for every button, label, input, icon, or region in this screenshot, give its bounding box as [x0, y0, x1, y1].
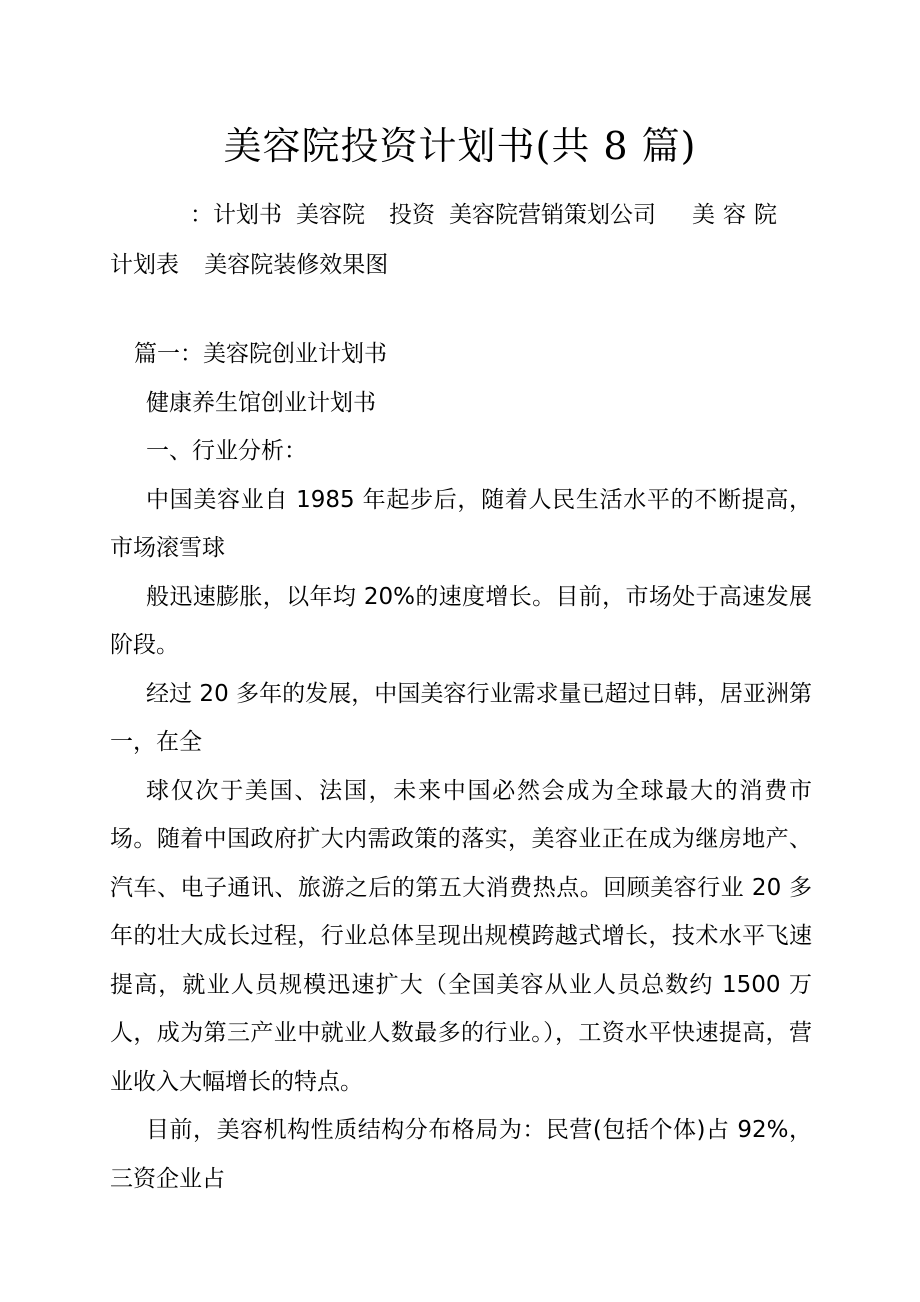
keyword-item: 美容院 — [692, 202, 785, 228]
section-heading: 篇一：美容院创业计划书 — [134, 341, 387, 367]
keyword-item: 美容院 — [296, 202, 365, 228]
paragraph: 球仅次于美国、法国，未来中国必然会成为全球最大的消费市场。随着中国政府扩大内需政策的落实，美容业正在成为继房地产、汽车、电子通讯、旅游之后的第五大消费热点。回顾美容行业 20 多年的壮大成长过程，行业总体呈现出规模跨越式增长，技术水平飞速提高，就业人员规模迅速扩大（全国美容从业人员总数约 1500 万人，成为第三产业中就业人数最多的行业。），工资水平快速提高，营业收入大幅增长的特点。 — [110, 777, 812, 1095]
paragraph: 健康养生馆创业计划书 — [146, 389, 376, 416]
keyword-item: 投资 — [389, 202, 435, 228]
paragraph: 经过 20 多年的发展，中国美容行业需求量已超过日韩，居亚洲第一，在全 — [110, 680, 812, 755]
document-body — [110, 330, 812, 1203]
paragraph: 目前，美容机构性质结构分布格局为：民营(包括个体)占 92%，三资企业占 — [110, 1117, 812, 1192]
paragraph: 中国美容业自 1985 年起步后，随着人民生活水平的不断提高，市场滚雪球 — [110, 486, 812, 561]
keywords-prefix: ：计划书 — [190, 202, 282, 228]
keywords-line-2: 计划表 美容院装修效果图 — [110, 252, 389, 278]
keyword-item: 美容院营销策划公司 — [449, 202, 656, 228]
paragraph: 般迅速膨胀，以年均 20%的速度增长。目前，市场处于高速发展阶段。 — [110, 583, 812, 658]
paragraph: 一、行业分析： — [146, 438, 307, 464]
document-title: 美容院投资计划书(共 8 篇) — [223, 124, 697, 168]
keywords-block — [110, 190, 810, 290]
